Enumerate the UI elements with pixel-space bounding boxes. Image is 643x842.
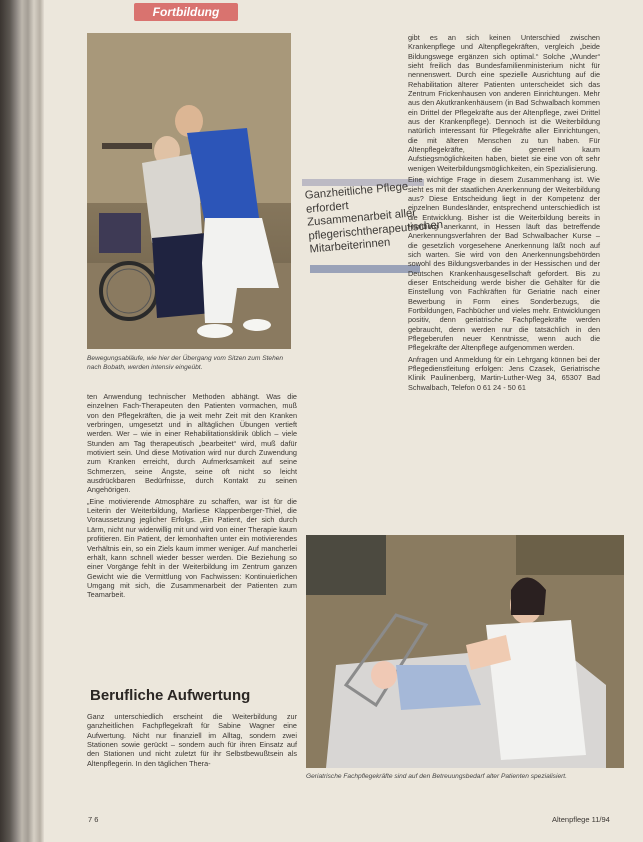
left-paragraph: ten Anwendung technischer Methoden abhängt. Was die einzelnen Fach-Therapeuten den Patienten vormachen, muß von den Pflegekräften, die ja weit mehr Zeit mit den Kranken verbringen, umgesetzt und in alltäglichen Übungen vertieft werden. Wer – wie in einer Rehabilitationsklinik üblich – viele Stunden am Tag therapeutisch „bearbeitet“ wird, muß dafür motiviert sein. Und diese Motivation wird nur durch Zuwendung zum Kranken erreicht, durch Aufmerksamkeit auf seine Schmerzen, seine Ängste, seine oft nicht so leicht ausdrückbaren Bedürfnisse, durch Kontakt zu seinen Angehörigen.: [87, 392, 297, 495]
caption-top: Bewegungsabläufe, wie hier der Übergang vom Sitzen zum Stehen nach Bobath, werden intensiv eingeübt.: [87, 355, 284, 371]
magazine-page: [44, 0, 643, 842]
bottom-left-column: [87, 712, 297, 770]
caption-bottom: Geriatrische Fachpflegekräfte sind auf den Betreuungsbedarf alter Patienten spezialisiert.: [306, 773, 567, 780]
pull-quote: [302, 179, 444, 273]
nurse-illustration: [306, 535, 624, 768]
section-tag: Fortbildung: [134, 3, 238, 21]
footer-issue: Altenpflege 11/94: [552, 815, 610, 824]
right-paragraph: gibt es an sich keinen Unterschied zwischen Krankenpflege und Altenpflegekräften, vergleich „beide Bildungswege ergänzen sich optimal.“ Solche „Wunder“ sieht freilich das Bundesfamilienministerium nicht für nennenswert. Durch eine spezielle Ausrichtung auf die Rehabilitation älterer Patienten unterscheidet sich das Zentrum Frickenhausen von anderen Einrichtungen. Mehr aus den Akutkrankenhäusern (in Bad Schwalbach kommen ein Drittel der Pflegekräfte aus der Altenpflege, zwei Drittel aus der Krankenpflege). Dennoch ist die Weiterbildung natürlich interessant für Pflegekräfte aller Einrichtungen, die mit älteren Menschen zu tun haben. Für Altenpflegekräfte, die generell kaum Aufstiegsmöglichkeiten haben, bietet sie eine von oft sehr wenigen Weiterbildungsmöglichkeiten, ein Spezialisierung.: [408, 33, 600, 173]
photo-nurse: [306, 535, 624, 768]
left-column: [87, 392, 297, 602]
page-number: 7 6: [88, 815, 99, 824]
left-paragraph: „Eine motivierende Atmosphäre zu schaffen, war ist für die Leiterin der Weiterbildung, Marliese Klappenberger-Thiel, die Voraussetzung jeglicher Erfolgs. „Ein Patient, der sich durch Lärm, nicht nur widerwillig mit und wird von einer Therapie kaum profitieren. Ein Patient, der lemonhaften unter ein motivierendes Verhältnis ein, so ein Ziels kaum immer weniger. Auf mancherlei erhält, kann schnell wieder besser werden. Die Beziehung so einer Vorgänge fehlt in der Weiterbildung im Zentrum ganzen Gewicht wie die Vermittlung von Fachwissen: Kontinuierlichen Umgang mit sich, die Zusammenarbeit der Patienten zum Teamarbeit.: [87, 496, 297, 600]
quote-bar-bottom: [310, 265, 420, 273]
right-paragraph: Anfragen und Anmeldung für ein Lehrgang können bei der Pflegedienstleitung erfolgen: Jens Czasek, Geriatrische Klinik Paulinenberg, Martin-Luther-Weg 34, 65307 Bad Schwalbach, Telefon 0 61 24 - 50 61: [408, 354, 600, 392]
right-column: [408, 33, 600, 394]
photo-therapy: [87, 33, 291, 349]
right-paragraph: Eine wichtige Frage in diesem Zusammenhang ist. Wie sieht es mit der staatlichen Anerkennung der Weiterbildung aus? Diese Entscheidung liegt in der Kompetenz der einzelnen Bundesländer, entsprechend unterschiedlich ist die Entwicklung. Bisher ist die Weiterbildung bereits in Hamburg anerkannt, in Hessen läuft das betreffende Anerkennungsverfahren der Bad Schwalbacher Kurse – die gesetzlich vorgesehene Anerkennung läßt noch auf sich warten. Sie wird von den Anerkennungsbehörden sowohl des Bildungsverbandes in der Hessischen und der Deutschen Krankenhausgesellschaft gefordert. Bis zu dieser Entscheidung werde bisher die Gehälter für die Einstellung von Fachkräften für Geriatrie nach einer Bewerbung in Form eines Sonderbezugs, die Fortbildungen, Fachbücher und vieles mehr. Entwicklungen positiv, denn geriatrische Fachpflegekräfte werden gebraucht, denn werden nur die tatsächlich in den Pflegeberufen neuer Kenntnisse, wenn auch die Pflegekräfte der Altenpflege aufgenommen werden.: [408, 175, 600, 353]
therapy-illustration: [87, 33, 291, 349]
book-spine: [0, 0, 44, 842]
section-heading: Berufliche Aufwertung: [90, 687, 251, 704]
pull-quote-text: Ganzheitliche Pflege erfordert Zusammenarbeit aller pflegerischtherapeutischen Mitarbeiterinnen: [304, 180, 444, 256]
bottom-left-paragraph: Ganz unterschiedlich erscheint die Weiterbildung zur ganzheitlichen Fachpflegekraft für Sabine Wagner eine Aufwertung. Nicht nur finanziell im Alltag, sondern zwei Stationen sowie gerückt – sondern auch für ihren Einsatz auf den Stationen und nicht zuletzt für ihr Selbstbewußtsein als Altenpflegerin. In den täglichen Thera-: [87, 712, 297, 768]
